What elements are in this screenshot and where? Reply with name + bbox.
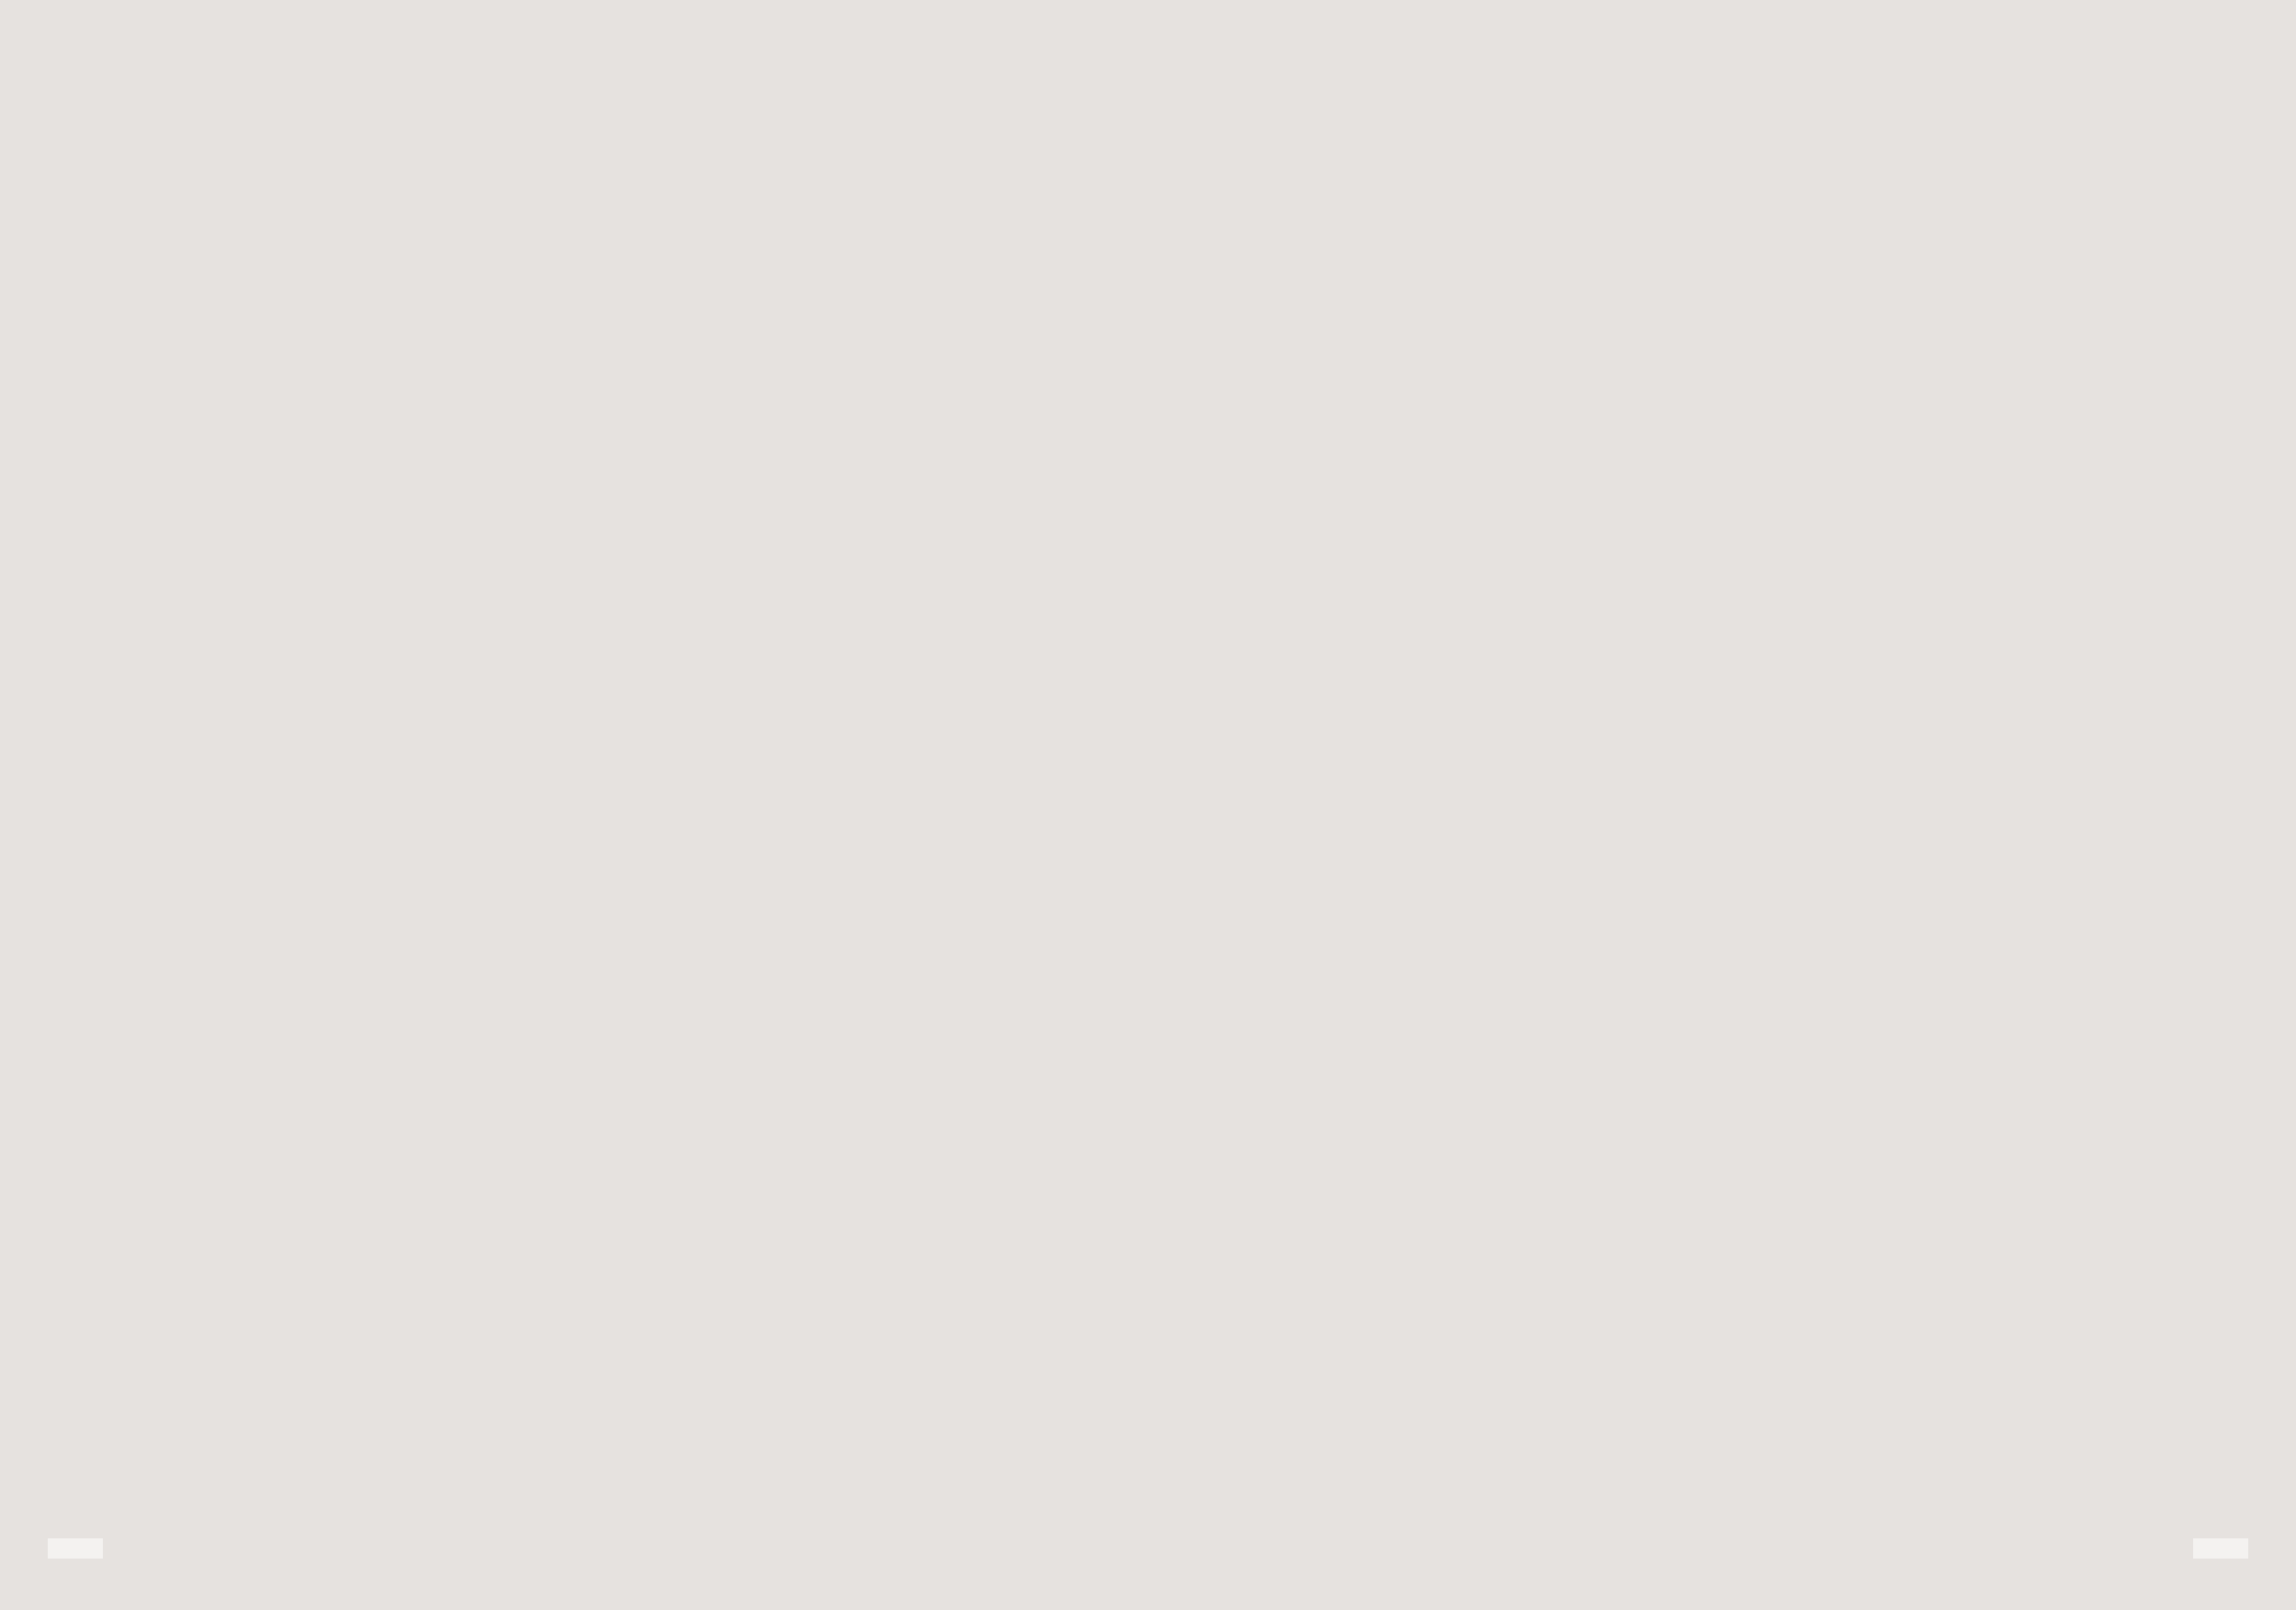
page-number-left	[48, 1538, 103, 1559]
page-number-right	[2193, 1538, 2248, 1559]
